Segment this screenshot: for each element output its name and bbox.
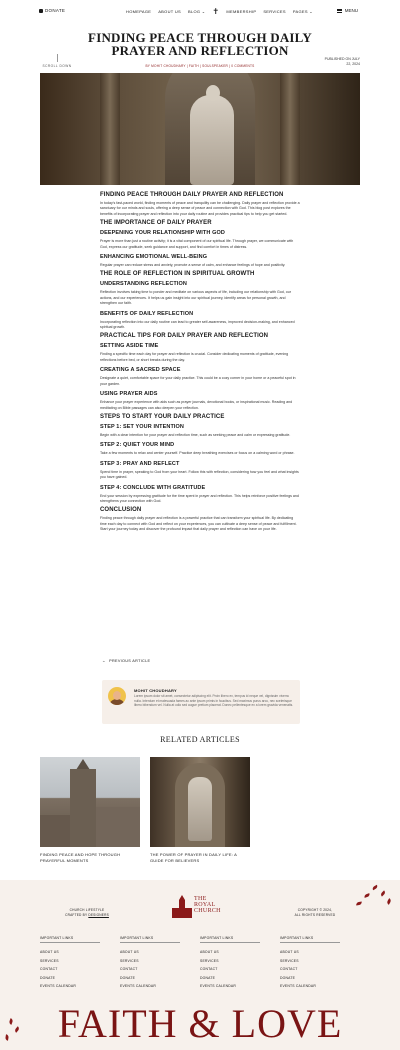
crafted-line2: CRAFTED BY <box>65 912 88 917</box>
donate-label: DONATE <box>45 8 66 13</box>
related-articles-heading: RELATED ARTICLES <box>160 735 240 744</box>
article-paragraph: Enhance your prayer experience with aids such as prayer journals, devotional books, or inspirational music. Reading and meditating on Bible passages can also deepen your reflection. <box>100 400 293 410</box>
article-paragraph: End your session by expressing gratitude for the time spent in prayer and reflection. This helps reinforce positive feelings and strengthens your connection with God. <box>100 493 299 503</box>
footer-link-services[interactable]: SERVICES <box>280 958 299 963</box>
related-card-1[interactable] <box>40 757 140 863</box>
article-paragraph: Finding peace through daily prayer and reflection is a powerful practice that can transform your spiritual life. By dedicating time each day to connect with God and reflect on your experiences, you can cultivate a deep sense of peace and fulfillment. Start your journey today and discover the profound impact that daily prayer and reflection can have on your life. <box>100 516 297 532</box>
scroll-down-label: SCROLL DOWN <box>42 64 72 68</box>
footer-column-heading: IMPORTANT LINKS <box>200 936 260 943</box>
menu-button[interactable] <box>337 8 358 13</box>
footer-column-2 <box>120 936 200 991</box>
article-paragraph: Spend time in prayer, speaking to God from your heart. Follow this with reflection, considering how you feel and what insights you have gained. <box>100 469 299 480</box>
footer-link-columns <box>40 936 360 991</box>
footer-link-about[interactable]: ABOUT US <box>40 950 59 954</box>
scroll-down[interactable] <box>42 54 72 68</box>
article-subheading: STEP 1: SET YOUR INTENTION <box>100 423 184 430</box>
article-subheading: STEP 2: QUIET YOUR MIND <box>100 442 175 449</box>
article-heading: PRACTICAL TIPS FOR DAILY PRAYER AND REFLECTION <box>100 333 269 340</box>
footer-link-about[interactable]: ABOUT US <box>200 950 219 954</box>
nav-homepage[interactable]: HOMEPAGE <box>126 9 152 14</box>
article-subheading: ENHANCING EMOTIONAL WELL-BEING <box>100 254 208 261</box>
article-heading: CONCLUSION <box>100 507 142 514</box>
building-wing <box>96 807 140 847</box>
article-subheading: STEP 4: CONCLUDE WITH GRATITUDE <box>100 484 206 491</box>
article-paragraph: In today's fast-paced world, finding moments of peace and tranquility can be challenging. Daily prayer and reflection provide a sanctuary for our minds and souls, offering a deep sense of peace and connection with God. This blog post explores the benefits of incorporating prayer and reflection into your daily routine and provides practical tips to help you get started. <box>100 201 300 216</box>
article-paragraph: Reflection involves taking time to ponder and meditate on various aspects of life, including our relationship with God, our actions, and our experiences. It helps us gain insight into our spiritual journey, identify areas for personal growth, and strengthen our faith. <box>100 290 291 306</box>
faith-and-love-banner: FAITH & LOVE <box>57 1001 343 1046</box>
arrow-left-icon: ← <box>102 659 107 663</box>
nav-about-us[interactable]: ABOUT US <box>158 9 181 14</box>
footer-link-contact[interactable]: CONTACT <box>120 967 138 971</box>
cross-logo-icon[interactable]: ✝ <box>212 6 220 16</box>
previous-article-label: PREVIOUS ARTICLE <box>109 659 151 663</box>
menu-label: MENU <box>344 8 358 13</box>
footer-column-3 <box>200 936 280 991</box>
footer-column-heading: IMPORTANT LINKS <box>280 936 340 943</box>
footer-column-heading: IMPORTANT LINKS <box>40 936 100 943</box>
logo-line-1: THE <box>194 896 207 902</box>
footer-link-events[interactable]: EVENTS CALENDAR <box>200 984 236 988</box>
footer-column-1 <box>40 936 120 991</box>
article-paragraph: Begin with a clear intention for your prayer and reflection time, such as seeking peace and calm or expressing gratitude. <box>100 432 291 437</box>
main-nav <box>126 6 313 16</box>
hero-image <box>40 73 360 185</box>
article-subheading: BENEFITS OF DAILY REFLECTION <box>100 310 194 317</box>
related-card-image[interactable] <box>150 757 250 847</box>
footer-column-heading: IMPORTANT LINKS <box>120 936 180 943</box>
footer-link-events[interactable]: EVENTS CALENDAR <box>120 984 156 988</box>
logo-line-2: ROYAL <box>194 902 216 909</box>
footer-link-about[interactable]: ABOUT US <box>120 950 139 954</box>
article-subheading: UNDERSTANDING REFLECTION <box>100 281 187 288</box>
nav-blog[interactable]: BLOG ⌄ <box>188 9 206 14</box>
hero-column-right <box>280 73 300 185</box>
footer-link-services[interactable]: SERVICES <box>40 958 59 963</box>
article-paragraph: Incorporating reflection into our daily routine can lead to greater self-awareness, improved decision-making, and enhanced spiritual growth. <box>100 319 295 330</box>
copyright <box>290 908 340 917</box>
article-paragraph: Finding a specific time each day for prayer and reflection is crucial. Consider dedicating moments of gratitude, evening reflections before bed, or short breaks during the day. <box>100 352 289 362</box>
footer-link-services[interactable]: SERVICES <box>200 958 219 963</box>
logo-text <box>194 896 221 915</box>
hamburger-icon <box>337 9 342 13</box>
footer-link-contact[interactable]: CONTACT <box>280 967 298 971</box>
article-subheading: USING PRAYER AIDS <box>100 391 158 398</box>
copyright-line2: ALL RIGHTS RESERVED <box>294 912 336 917</box>
church-logo-icon <box>172 900 192 918</box>
previous-article-link[interactable] <box>102 659 150 663</box>
article-subheading: STEP 3: PRAY AND REFLECT <box>100 460 180 467</box>
footer-link-contact[interactable]: CONTACT <box>200 967 218 971</box>
building-wing <box>40 815 70 847</box>
related-card-2[interactable] <box>150 757 250 863</box>
nav-pages[interactable]: PAGES ⌄ <box>292 9 313 14</box>
nav-membership[interactable]: MEMBERSHIP <box>226 9 257 14</box>
scroll-line-icon <box>57 54 58 62</box>
footer-link-services[interactable]: SERVICES <box>120 958 139 963</box>
article-subheading: CREATING A SACRED SPACE <box>100 367 181 374</box>
hero-statue-head <box>206 85 220 101</box>
article-paragraph: Prayer is more than just a routine activity; it is a vital component of our spiritual life. Through prayer, we communicate with God, express our gratitude, seek guidance and support, and find comfort in times of distress. <box>100 239 294 249</box>
footer-link-events[interactable]: EVENTS CALENDAR <box>280 984 316 988</box>
footer-link-donate[interactable]: DONATE <box>280 975 296 980</box>
related-card-image[interactable] <box>40 757 140 847</box>
copyright-line1: COPYRIGHT © 2024, <box>297 908 333 912</box>
article-heading: STEPS TO START YOUR DAILY PRACTICE <box>100 413 225 420</box>
footer-link-about[interactable]: ABOUT US <box>280 950 299 954</box>
hero-statue <box>190 95 234 185</box>
top-bar <box>0 0 400 24</box>
logo-line-3: CHURCH <box>194 908 221 915</box>
related-card-title[interactable]: THE POWER OF PRAYER IN DAILY LIFE: A GUIDE FOR BELIEVERS <box>150 852 237 863</box>
footer-link-donate[interactable]: DONATE <box>200 975 216 980</box>
avatar-face <box>113 691 121 700</box>
avatar <box>108 687 126 705</box>
crafted-by <box>62 908 112 917</box>
donate-link[interactable] <box>39 8 65 13</box>
statue-figure <box>188 777 212 841</box>
footer-link-events[interactable]: EVENTS CALENDAR <box>40 984 76 988</box>
crafted-line1: CHURCH LIFESTYLE <box>69 908 105 912</box>
article-paragraph: Take a few moments to relax and center yourself. Practice deep breathing exercises or focus on a calming word or phrase. <box>100 451 295 456</box>
footer-link-donate[interactable]: DONATE <box>120 975 136 980</box>
page-title: FINDING PEACE THROUGH DAILY PRAYER AND REFLECTION <box>88 30 312 58</box>
donate-icon <box>39 9 43 13</box>
article-subheading: DEEPENING YOUR RELATIONSHIP WITH GOD <box>100 230 225 237</box>
article-paragraph: Designate a quiet, comfortable space for your daily practice. This could be a cozy corner in your home or a peaceful spot in your garden. <box>100 376 296 386</box>
royal-church-logo[interactable] <box>172 894 232 922</box>
hero-column-left <box>100 73 120 185</box>
article-heading: THE ROLE OF REFLECTION IN SPIRITUAL GROWTH <box>100 271 255 278</box>
footer-column-4 <box>280 936 360 991</box>
building-tower <box>70 769 96 847</box>
article-body <box>100 192 300 536</box>
nav-services[interactable]: SERVICES <box>263 9 286 14</box>
footer-link-contact[interactable]: CONTACT <box>40 967 58 971</box>
footer-link-donate[interactable]: DONATE <box>40 975 56 980</box>
author-name[interactable]: MOHIT CHOUDHARY <box>134 688 177 693</box>
article-heading: FINDING PEACE THROUGH DAILY PRAYER AND REFLECTION <box>100 192 284 198</box>
article-subheading: SETTING ASIDE TIME <box>100 343 159 350</box>
site-footer <box>0 880 400 1050</box>
author-bio: Lorem ipsum dolor sit amet, consectetur adipiscing elit. Proin libero ex, tempus id neque vel, dignissim viverra nulla. Interdum et malesuada fames ac ante ipsum primis in faucibus. Sed maximus purus arcu, nec scelerisque libero bibendum vel. Nulla at odio sed augue pretium placerat. Donec pellentesque ex a lorem gravida venenatis. <box>134 694 294 708</box>
designers-link[interactable]: DESIGNERS <box>88 912 109 917</box>
published-date: PUBLISHED ON JULY 22, 2024 <box>324 57 360 66</box>
article-heading: THE IMPORTANCE OF DAILY PRAYER <box>100 220 212 227</box>
related-card-title[interactable]: FINDING PEACE AND HOPE THROUGH PRAYERFUL MOMENTS <box>40 852 121 863</box>
author-box <box>102 680 300 724</box>
post-byline: BY MOHIT CHOUDHARY | FAITH | SOULSPEAKER | 0 COMMENTS <box>145 64 255 68</box>
article-paragraph: Regular prayer can reduce stress and anxiety, promote a sense of calm, and enhance feelings of hope and positivity. <box>100 263 286 268</box>
